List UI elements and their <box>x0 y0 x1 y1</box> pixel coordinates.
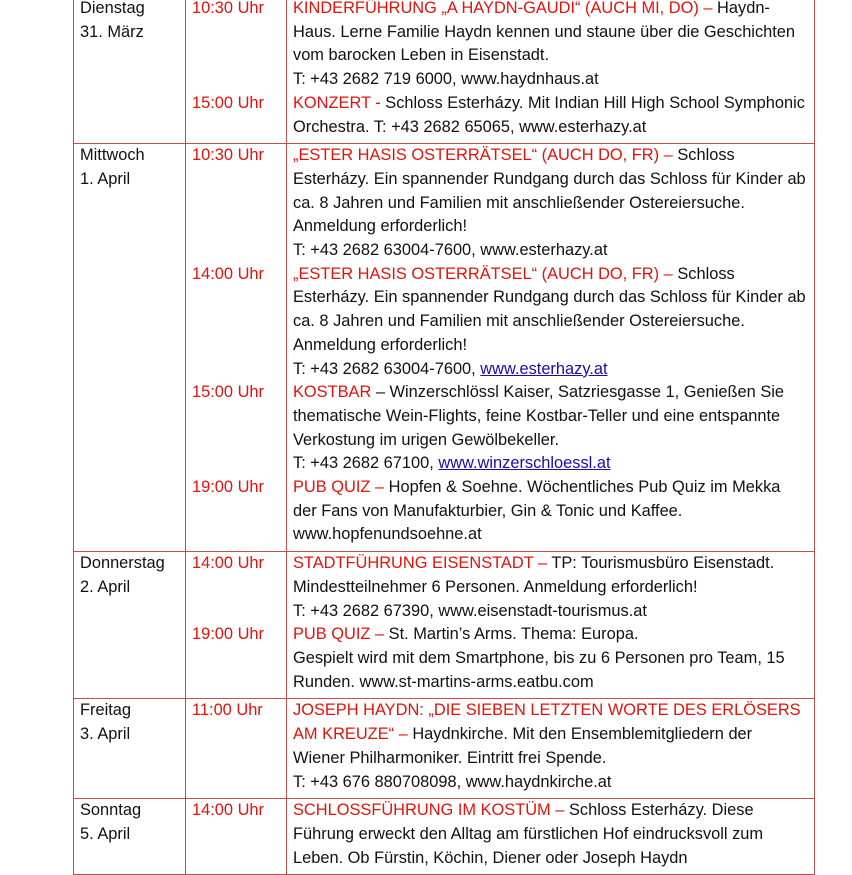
date: 5. April <box>80 824 131 843</box>
event-entry <box>293 92 808 139</box>
event-title: KONZERT - <box>293 93 381 112</box>
event-description: Schloss Esterházy. Ein spannender Rundgang durch das Schloss für Kinder ab ca. 8 Jahren und Familien mit anschließender Ostereiersuche. Anmeldung erforderlich! <box>293 146 806 236</box>
event-cell <box>287 799 815 875</box>
date: 2. April <box>80 577 131 596</box>
event-contact: T: +43 676 880708098, www.haydnkirche.at <box>293 772 612 791</box>
event-entry <box>293 623 808 694</box>
event-time: 14:00 Uhr <box>192 264 264 283</box>
event-contact: T: +43 2682 63004-7600, www.esterhazy.at <box>293 241 608 260</box>
time-cell <box>186 0 287 144</box>
day-cell <box>74 552 186 699</box>
event-title: KOSTBAR <box>293 383 372 402</box>
event-entry <box>293 144 808 263</box>
weekday: Freitag <box>80 701 132 720</box>
event-description: St. Martin’s Arms. Thema: Europa. <box>384 625 639 644</box>
event-time: 15:00 Uhr <box>192 93 264 112</box>
weekday: Sonntag <box>80 801 142 820</box>
event-website-link[interactable]: www.esterhazy.at <box>480 359 608 378</box>
event-contact: Gespielt wird mit dem Smartphone, bis zu 6 Personen pro Team, 15 Runden. www.st-martins-arms.eatbu.com <box>293 648 785 691</box>
event-time: 14:00 Uhr <box>192 554 264 573</box>
table-row <box>74 799 815 875</box>
day-cell <box>74 144 186 552</box>
day-cell <box>74 0 186 144</box>
event-description: Schloss Esterházy. Diese Führung erweckt den Alltag am fürstlichen Hof eindrucksvoll zum Leben. Ob Fürstin, Köchin, Diener oder Joseph Haydn <box>293 801 764 867</box>
weekday: Dienstag <box>80 0 145 17</box>
event-entry <box>293 552 808 623</box>
weekday: Mittwoch <box>80 146 145 165</box>
event-time: 11:00 Uhr <box>192 701 263 720</box>
event-time: 19:00 Uhr <box>192 625 264 644</box>
event-title: „ESTER HASIS OSTERRÄTSEL“ (AUCH DO, FR) – <box>293 146 673 165</box>
time-cell <box>186 799 287 875</box>
event-description: Hopfen & Soehne. Wöchentliches Pub Quiz im Mekka der Fans von Manufakturbier, Gin & Tonic und Kaffee. <box>293 478 781 520</box>
event-title: KINDERFÜHRUNG „A HAYDN-GAUDI“ (AUCH MI, DO) – <box>293 0 713 17</box>
event-description: Haydn-Haus. Lerne Familie Haydn kennen und staune über die Geschichten vom barocken Leben in Eisenstadt. <box>293 0 796 65</box>
event-entry <box>293 381 808 476</box>
time-cell <box>186 699 287 799</box>
event-description: TP: Tourismusbüro Eisenstadt. Mindestteilnehmer 6 Personen. Anmeldung erforderlich! <box>293 554 775 596</box>
table-row <box>74 0 815 144</box>
event-description: Haydnkirche. Mit den Ensemblemitgliedern der Wiener Philharmoniker. Eintritt frei Spende. <box>293 725 753 767</box>
date: 3. April <box>80 725 131 744</box>
event-entry <box>293 476 808 547</box>
event-website-link[interactable]: www.winzerschloessl.at <box>438 454 611 473</box>
table-row <box>74 552 815 699</box>
event-title: PUB QUIZ – <box>293 478 385 497</box>
event-time: 10:30 Uhr <box>192 146 264 165</box>
event-entry <box>293 0 808 92</box>
day-cell <box>74 799 186 875</box>
event-description: Schloss Esterházy. Ein spannender Rundgang durch das Schloss für Kinder ab ca. 8 Jahren und Familien mit anschließender Ostereiersuche. Anmeldung erforderlich! <box>293 264 806 354</box>
event-cell <box>287 144 815 552</box>
event-title: SCHLOSSFÜHRUNG IM KOSTÜM – <box>293 801 565 820</box>
event-entry <box>293 699 808 794</box>
table-row <box>74 144 815 552</box>
event-time: 19:00 Uhr <box>192 477 264 496</box>
event-cell <box>287 552 815 699</box>
event-cell <box>287 699 815 799</box>
event-entry <box>293 799 808 870</box>
event-title: „ESTER HASIS OSTERRÄTSEL“ (AUCH DO, FR) – <box>293 264 673 283</box>
event-time: 15:00 Uhr <box>192 383 264 402</box>
time-cell <box>186 552 287 699</box>
date: 1. April <box>80 169 131 188</box>
event-title: PUB QUIZ – <box>293 625 385 644</box>
weekday: Donnerstag <box>80 554 165 573</box>
event-contact: T: +43 2682 67390, www.eisenstadt-tourismus.at <box>293 601 647 620</box>
event-contact: www.hopfenundsoehne.at <box>293 525 482 544</box>
event-entry <box>293 263 808 382</box>
day-cell <box>74 699 186 799</box>
event-title: STADTFÜHRUNG EISENSTADT – <box>293 554 548 573</box>
event-description: – Winzerschlössl Kaiser, Satzriesgasse 1, Genießen Sie thematische Wein-Flights, feine Kostbar-Teller und eine entspannte Verkostung im urigen Gewölbekeller. <box>293 383 785 449</box>
event-description: Schloss Esterházy. Mit Indian Hill High School Symphonic Orchestra. T: +43 2682 65065, www.esterhazy.at <box>293 93 805 136</box>
event-contact: T: +43 2682 63004-7600, <box>293 359 481 378</box>
event-title: JOSEPH HAYDN: „DIE SIEBEN LETZTEN WORTE DES ERLÖSERS AM KREUZE“ – <box>293 701 801 744</box>
event-contact: T: +43 2682 67100, <box>293 454 439 473</box>
event-time: 10:30 Uhr <box>192 0 264 17</box>
event-schedule-table <box>73 0 815 875</box>
table-row <box>74 699 815 799</box>
time-cell <box>186 144 287 552</box>
event-time: 14:00 Uhr <box>192 801 264 820</box>
event-cell <box>287 0 815 144</box>
event-contact: T: +43 2682 719 6000, www.haydnhaus.at <box>293 70 599 89</box>
date: 31. März <box>80 22 144 41</box>
